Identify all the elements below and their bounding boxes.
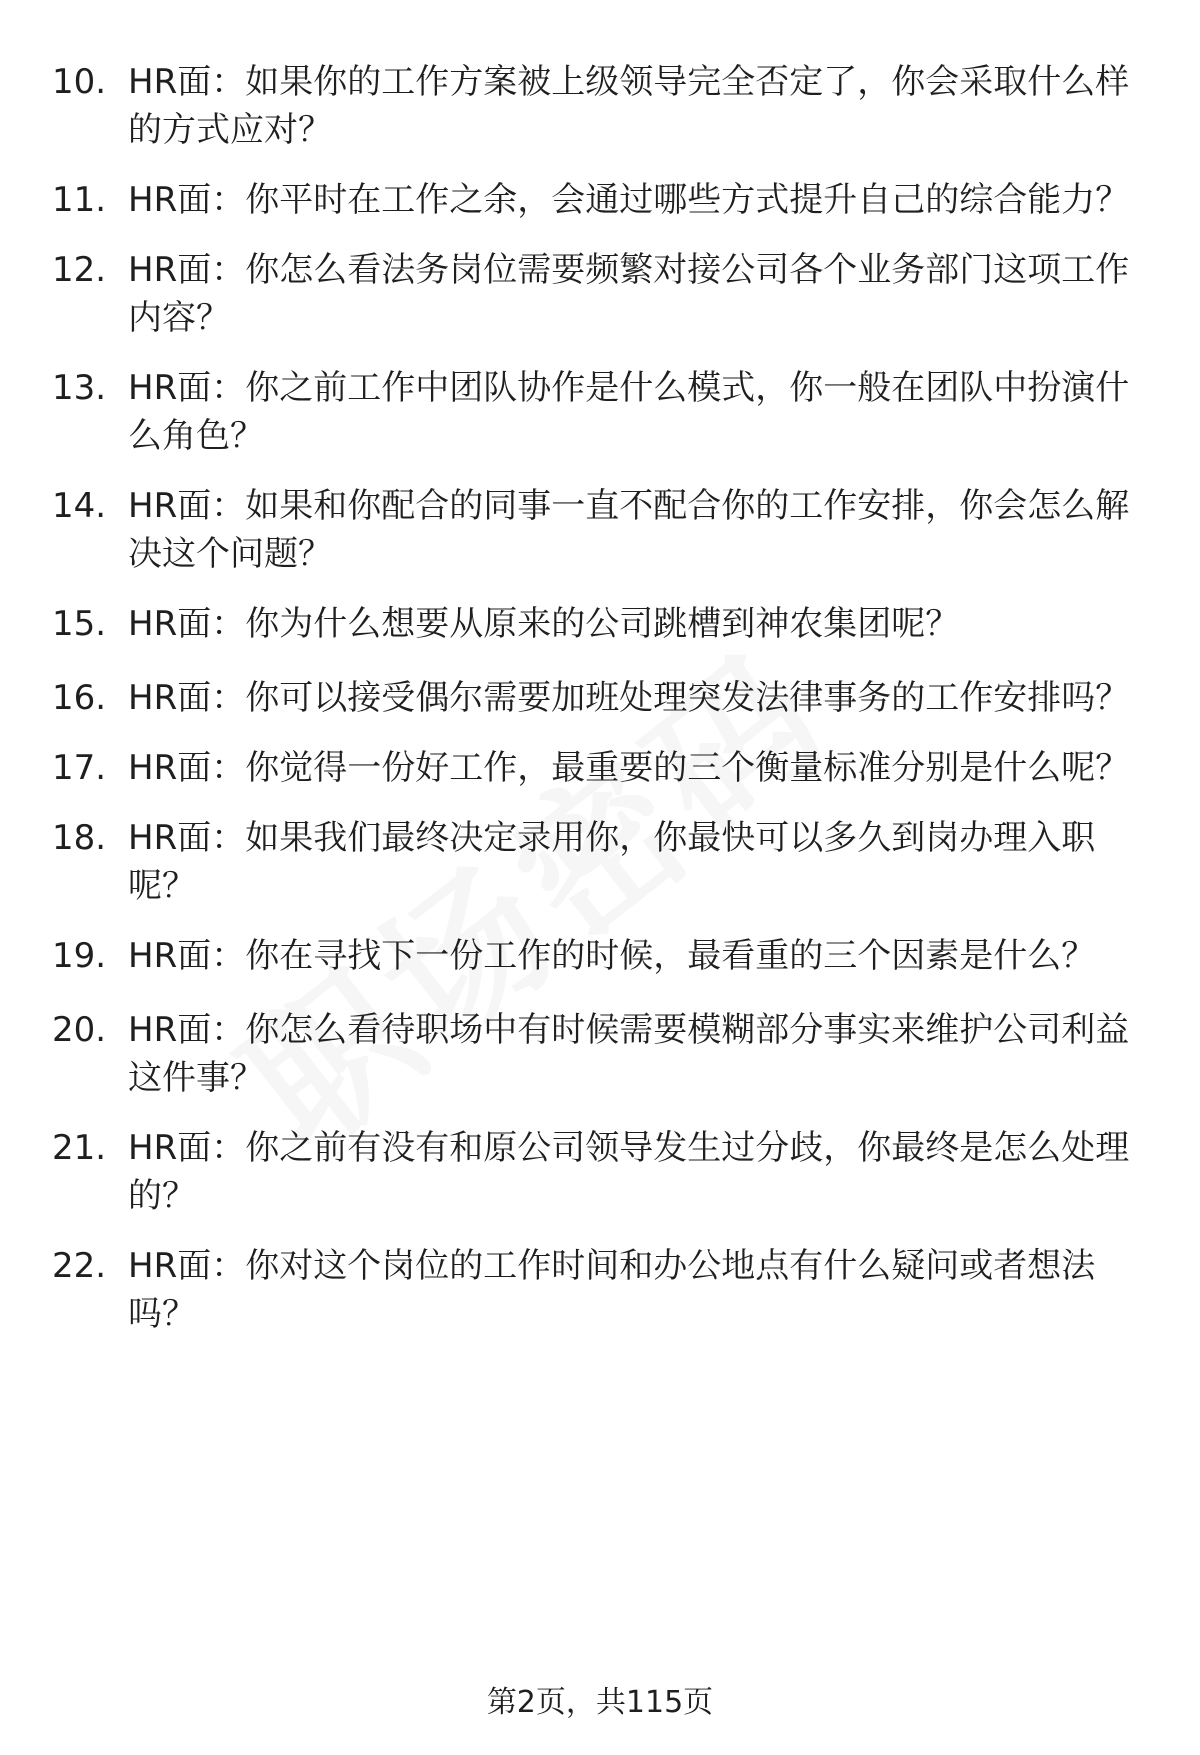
- question-number: 16.: [52, 678, 107, 718]
- question-item: [52, 364, 1152, 460]
- question-number: 13.: [52, 368, 107, 408]
- question-number: 18.: [52, 818, 107, 858]
- page-footer: 第2页，共115页: [486, 1685, 714, 1720]
- question-number: 20.: [52, 1010, 107, 1050]
- question-text: HR面：你怎么看待职场中有时候需要模糊部分事实来维护公司利益这件事？: [128, 1010, 1130, 1098]
- question-number: 19.: [52, 936, 107, 976]
- question-text: HR面：你之前工作中团队协作是什么模式，你一般在团队中扮演什么角色？: [128, 368, 1130, 456]
- question-item: [52, 932, 1152, 980]
- question-text: HR面：如果你的工作方案被上级领导完全否定了，你会采取什么样的方式应对？: [128, 62, 1130, 150]
- question-item: [52, 176, 1152, 224]
- question-number: 15.: [52, 604, 107, 644]
- question-number: 12.: [52, 250, 107, 290]
- question-item: [52, 674, 1152, 722]
- question-item: [52, 744, 1152, 792]
- question-number: 21.: [52, 1128, 107, 1168]
- question-text: HR面：你怎么看法务岗位需要频繁对接公司各个业务部门这项工作内容？: [128, 250, 1130, 338]
- question-number: 14.: [52, 486, 107, 526]
- question-text: HR面：你觉得一份好工作，最重要的三个衡量标准分别是什么呢？: [128, 748, 1130, 788]
- question-item: [52, 1006, 1152, 1102]
- question-item: [52, 1242, 1152, 1338]
- question-text: HR面：你之前有没有和原公司领导发生过分歧，你最终是怎么处理的？: [128, 1128, 1130, 1216]
- question-text: HR面：你为什么想要从原来的公司跳槽到神农集团呢？: [128, 604, 960, 644]
- question-text: HR面：你在寻找下一份工作的时候，最看重的三个因素是什么？: [128, 936, 1096, 976]
- question-number: 11.: [52, 180, 107, 220]
- question-number: 17.: [52, 748, 107, 788]
- question-list: [52, 58, 1152, 1338]
- question-text: HR面：你对这个岗位的工作时间和办公地点有什么疑问或者想法吗？: [128, 1246, 1096, 1334]
- question-item: [52, 814, 1152, 910]
- question-text: HR面：你平时在工作之余，会通过哪些方式提升自己的综合能力？: [128, 180, 1130, 220]
- question-item: [52, 58, 1152, 154]
- question-text: HR面：如果和你配合的同事一直不配合你的工作安排，你会怎么解决这个问题？: [128, 486, 1130, 574]
- question-item: [52, 1124, 1152, 1220]
- question-item: [52, 246, 1152, 342]
- question-item: [52, 600, 1152, 648]
- question-text: HR面：你可以接受偶尔需要加班处理突发法律事务的工作安排吗？: [128, 678, 1130, 718]
- question-item: [52, 482, 1152, 578]
- question-number: 10.: [52, 62, 107, 102]
- question-text: HR面：如果我们最终决定录用你，你最快可以多久到岗办理入职呢？: [128, 818, 1096, 906]
- question-number: 22.: [52, 1246, 107, 1286]
